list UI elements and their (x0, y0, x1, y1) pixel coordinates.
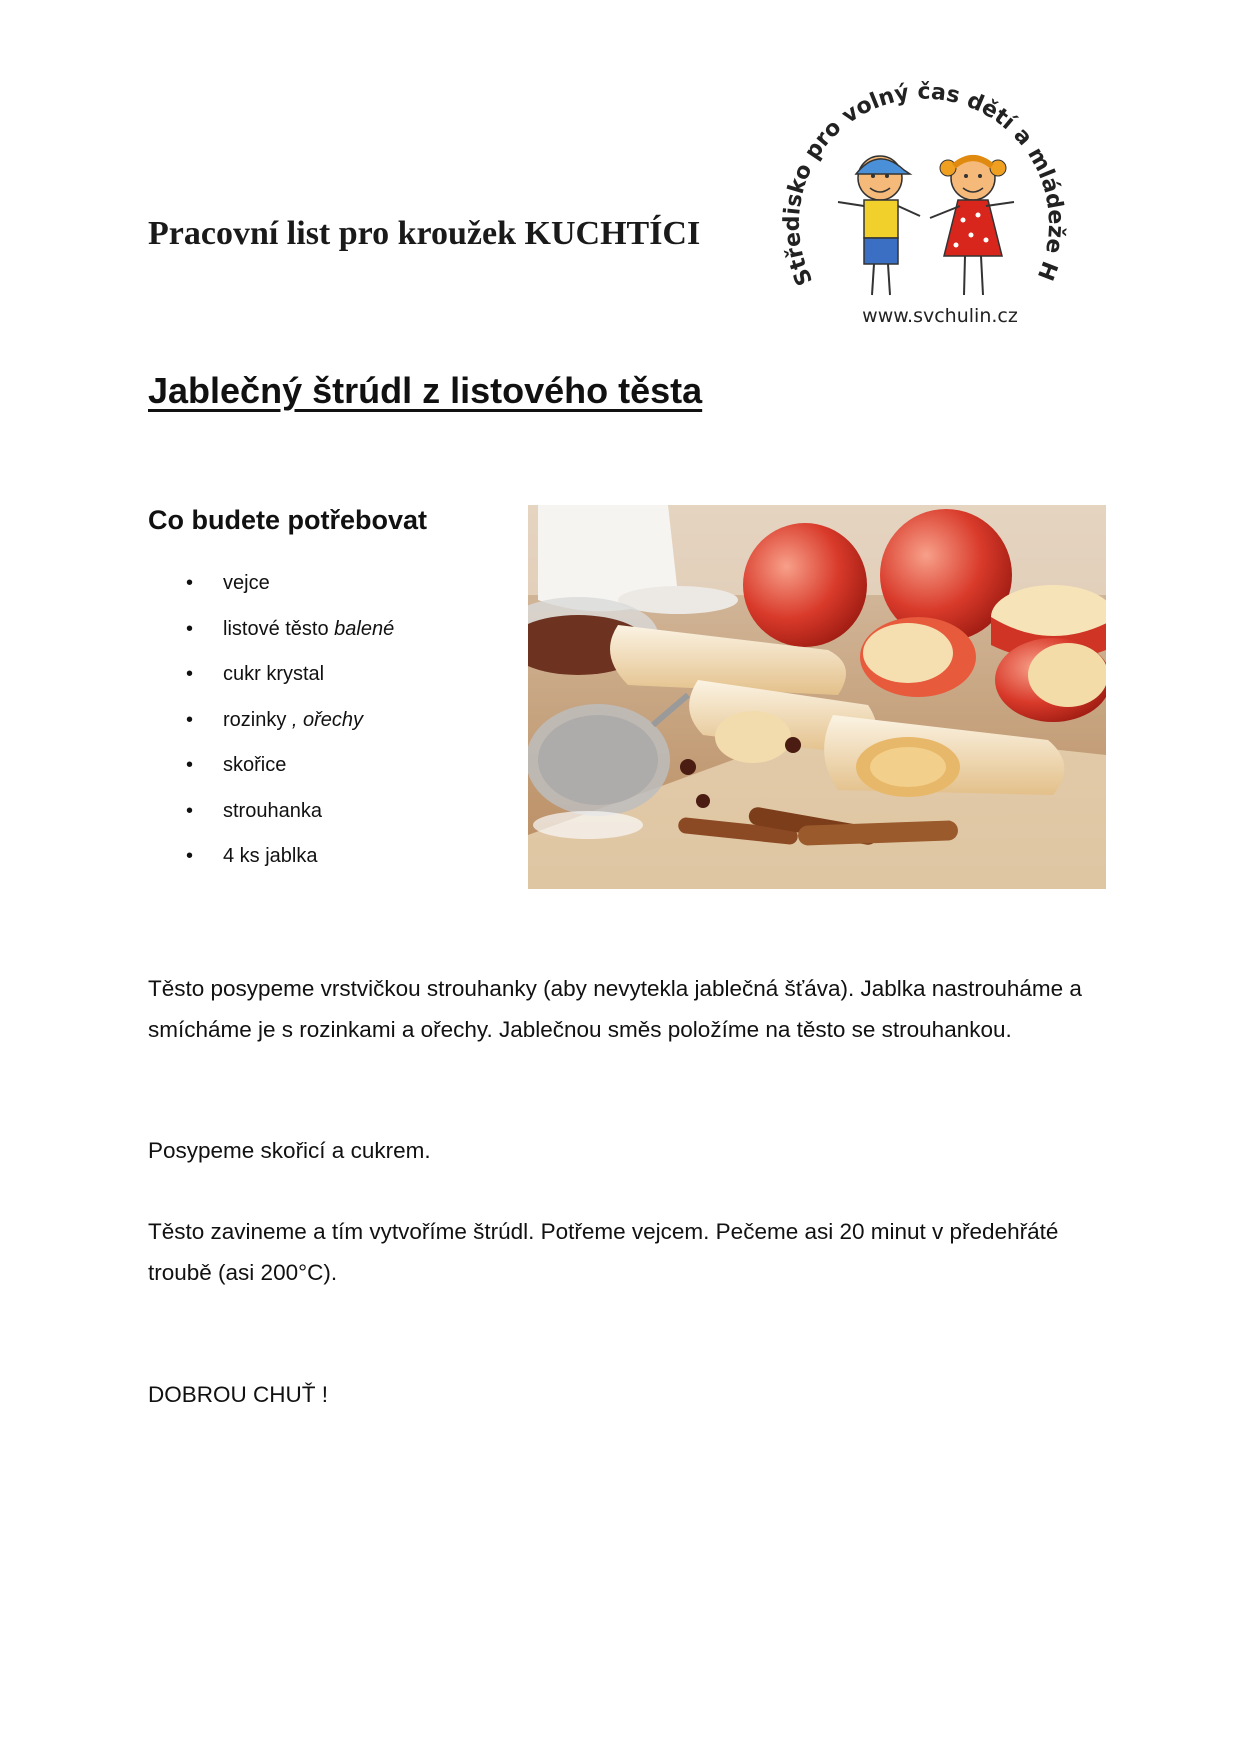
paragraph-text: Posypeme skořicí a cukrem. (148, 1138, 431, 1163)
list-item (148, 705, 394, 751)
apple-strudel-photo (528, 505, 1106, 889)
ingredients-heading: Co budete potřebovat (148, 505, 428, 535)
ingredient-text: strouhanka (223, 799, 322, 822)
logo (778, 70, 1098, 330)
ingredient-text: vejce (223, 572, 270, 594)
strudel-photo (528, 505, 1106, 889)
bullet: • (186, 754, 194, 776)
paragraph-text: Těsto posypeme vrstvičkou strouhanky (aby nevytekla jablečná šťáva). Jablka nastrouháme a smícháme je s rozinkami a ořechy. Jablečnou směs položíme na těsto se strouhankou. (148, 976, 1082, 1042)
paragraph-text: Těsto zavineme a tím vytvoříme štrúdl. Potřeme vejcem. Pečeme asi 20 minut v předehřáté troubě (asi 200°C). (148, 1219, 1059, 1285)
ingredient-text: cukr krystal (223, 663, 325, 685)
bullet: • (186, 617, 194, 640)
ingredient-text: skořice (223, 754, 287, 776)
bullet: • (186, 708, 194, 731)
ingredient-text: 4 ks jablka (223, 845, 318, 867)
ingredient-italic: balené (334, 617, 395, 640)
list-item (148, 750, 394, 796)
closing-text (148, 1374, 1088, 1415)
instructions-paragraph-2 (148, 1130, 1088, 1171)
girl-figure (930, 156, 1014, 295)
instructions-paragraph-1 (148, 968, 1088, 1050)
ingredients-list (148, 568, 394, 887)
ingredient-italic: , ořechy (291, 708, 364, 731)
bullet: • (186, 799, 194, 822)
logo-arc-text (778, 70, 1068, 289)
logo-arc-textpath: Středisko pro volný čas dětí a mládeže H (779, 79, 1069, 289)
ingredient-text: listové těsto (223, 617, 335, 640)
page-title: Pracovní list pro kroužek KUCHTÍCI (148, 215, 701, 252)
recipe-title: Jablečný štrúdl z listového těsta (148, 370, 703, 411)
ingredient-text: rozinky (223, 708, 292, 731)
list-item (148, 614, 394, 660)
logo-url: www.svchulin.cz (862, 305, 1018, 327)
list-item (148, 659, 394, 705)
instructions-paragraph-3 (148, 1211, 1088, 1293)
paragraph-text: DOBROU CHUŤ ! (148, 1382, 328, 1407)
list-item (148, 796, 394, 842)
bullet: • (186, 572, 194, 594)
boy-figure (838, 156, 920, 295)
bullet: • (186, 663, 194, 685)
list-item (148, 568, 394, 614)
list-item (148, 841, 394, 887)
bullet: • (186, 845, 194, 867)
